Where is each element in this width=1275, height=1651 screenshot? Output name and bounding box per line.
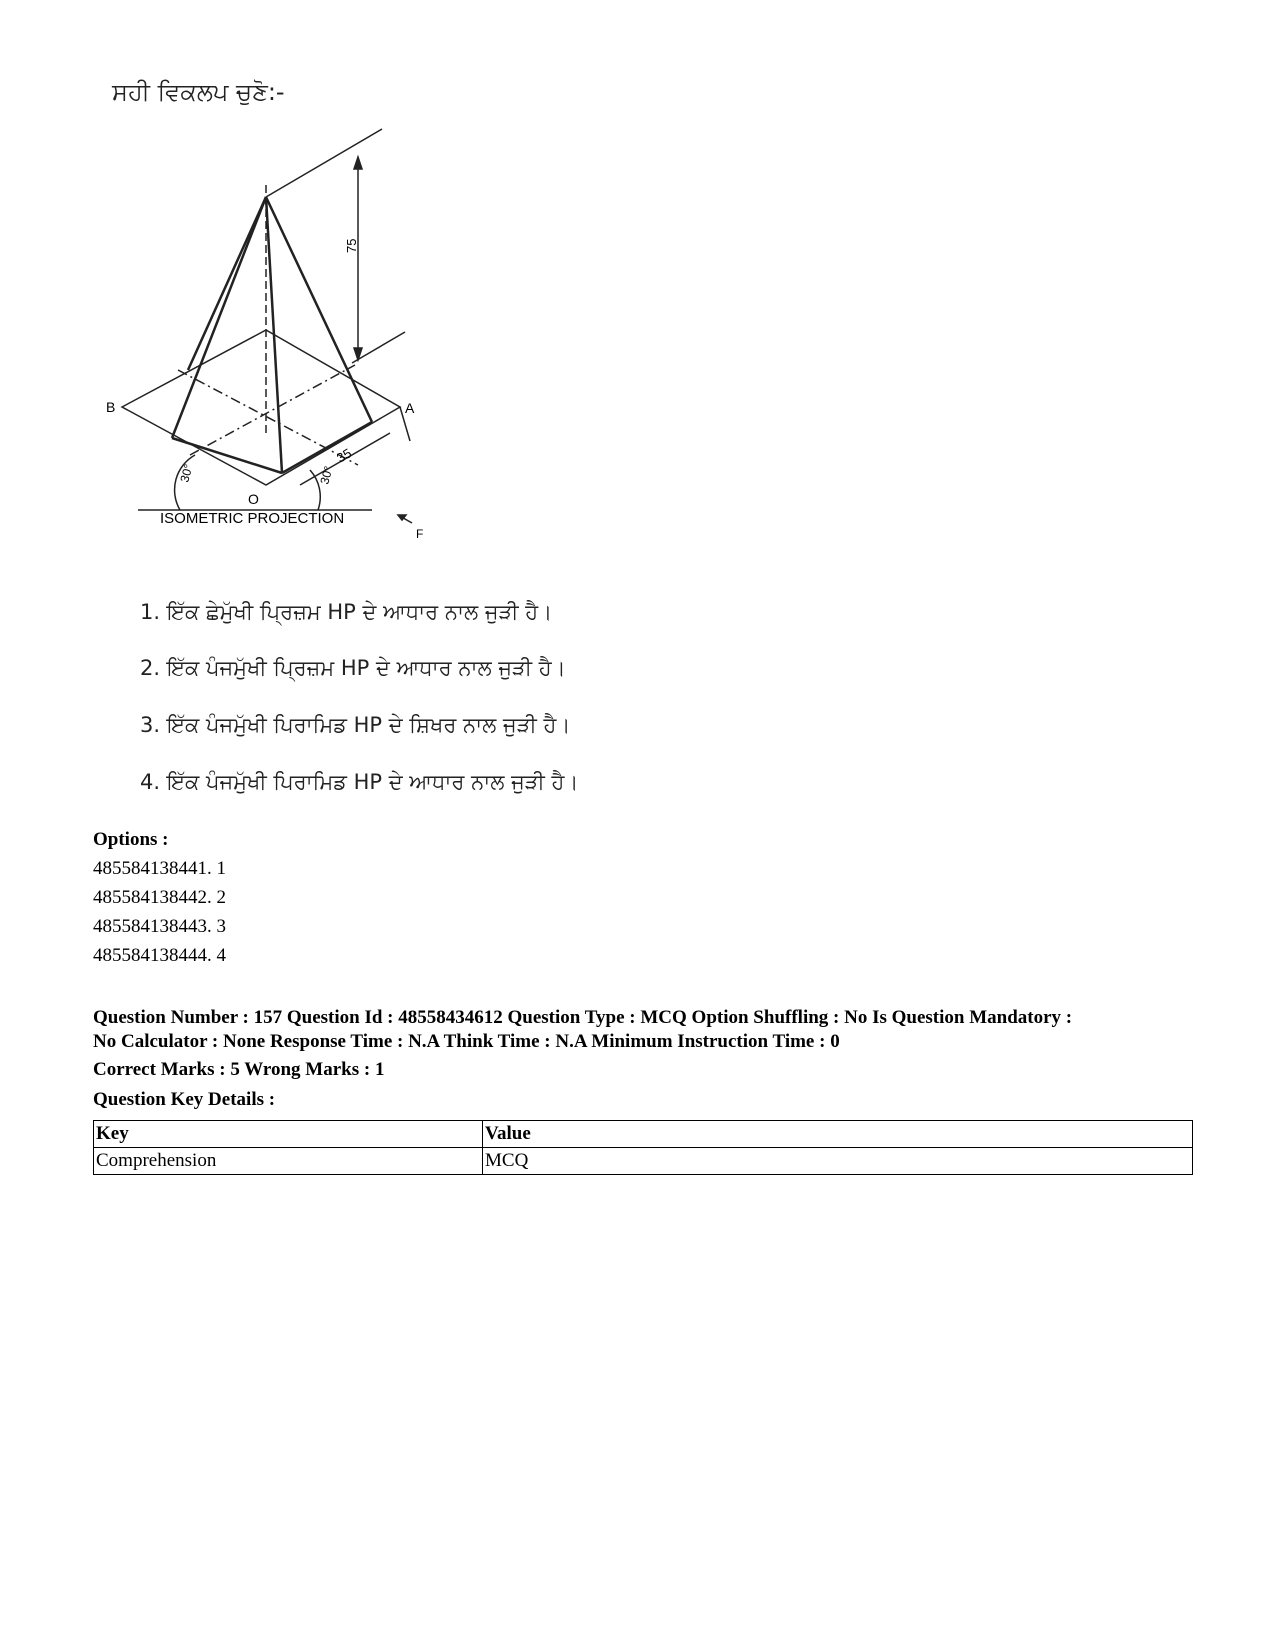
label-height: 75 xyxy=(344,238,359,253)
key-details-title: Question Key Details : xyxy=(93,1089,276,1110)
label-point-b: B xyxy=(106,399,116,415)
statement-3: 3. ਇੱਕ ਪੰਜਮੁੱਖੀ ਪਿਰਾਮਿਡ HP ਦੇ ਸ਼ਿਖਰ ਨਾਲ ਜੁੜੀ ਹੈ। xyxy=(140,713,571,737)
isometric-drawing xyxy=(100,125,460,575)
label-point-f: F xyxy=(416,527,424,541)
table-row xyxy=(94,1148,1193,1175)
arrow-up xyxy=(354,157,362,169)
pyramid-edge xyxy=(172,197,266,438)
table-header-key: Key xyxy=(94,1121,483,1148)
figure-caption: ISOMETRIC PROJECTION xyxy=(160,510,345,527)
label-point-a: A xyxy=(405,400,415,416)
statement-2: 2. ਇੱਕ ਪੰਜਮੁੱਖੀ ਪ੍ਰਿਜ਼ਮ HP ਦੇ ਆਧਾਰ ਨਾਲ ਜੁੜੀ ਹੈ। xyxy=(140,656,566,680)
label-side: 35 xyxy=(334,445,355,466)
table-cell-value: MCQ xyxy=(483,1148,1193,1175)
table-header-row xyxy=(94,1121,1193,1148)
marks-line: Correct Marks : 5 Wrong Marks : 1 xyxy=(93,1059,385,1080)
option-4: 485584138444. 4 xyxy=(93,945,226,966)
key-details-table xyxy=(93,1120,1193,1175)
table-header-value: Value xyxy=(483,1121,1193,1148)
isometric-projection-figure xyxy=(100,125,460,575)
height-ext-top xyxy=(266,129,382,197)
question-heading: ਸਹੀ ਵਿਕਲਪ ਚੁਣੋ:- xyxy=(112,78,285,106)
question-meta-line-1: Question Number : 157 Question Id : 48558434612 Question Type : MCQ Option Shuffling : No Is Question Mandatory : xyxy=(93,1007,1073,1028)
option-3: 485584138443. 3 xyxy=(93,916,226,937)
options-title: Options : xyxy=(93,829,169,850)
pyramid-edge xyxy=(266,197,372,422)
center-line-diagonal-1 xyxy=(178,370,358,465)
pyramid-edge xyxy=(188,197,266,370)
label-angle-right: 30° xyxy=(317,464,336,486)
pyramid-edge xyxy=(266,197,282,473)
pyramid-base-edge xyxy=(282,422,372,473)
label-angle-left: 30° xyxy=(177,462,196,484)
option-1: 485584138441. 1 xyxy=(93,858,226,879)
question-meta-line-2: No Calculator : None Response Time : N.A Think Time : N.A Minimum Instruction Time : 0 xyxy=(93,1031,840,1052)
option-2: 485584138442. 2 xyxy=(93,887,226,908)
label-point-o: O xyxy=(248,491,259,507)
table-cell-key: Comprehension xyxy=(94,1148,483,1175)
statement-1: 1. ਇੱਕ ਛੇਮੁੱਖੀ ਪ੍ਰਿਜ਼ਮ HP ਦੇ ਆਧਾਰ ਨਾਲ ਜੁੜੀ ਹੈ। xyxy=(140,600,553,624)
statement-4: 4. ਇੱਕ ਪੰਜਮੁੱਖੀ ਪਿਰਾਮਿਡ HP ਦੇ ਆਧਾਰ ਨਾਲ ਜੁੜੀ ਹੈ। xyxy=(140,770,579,794)
center-line-diagonal-2 xyxy=(190,365,355,455)
